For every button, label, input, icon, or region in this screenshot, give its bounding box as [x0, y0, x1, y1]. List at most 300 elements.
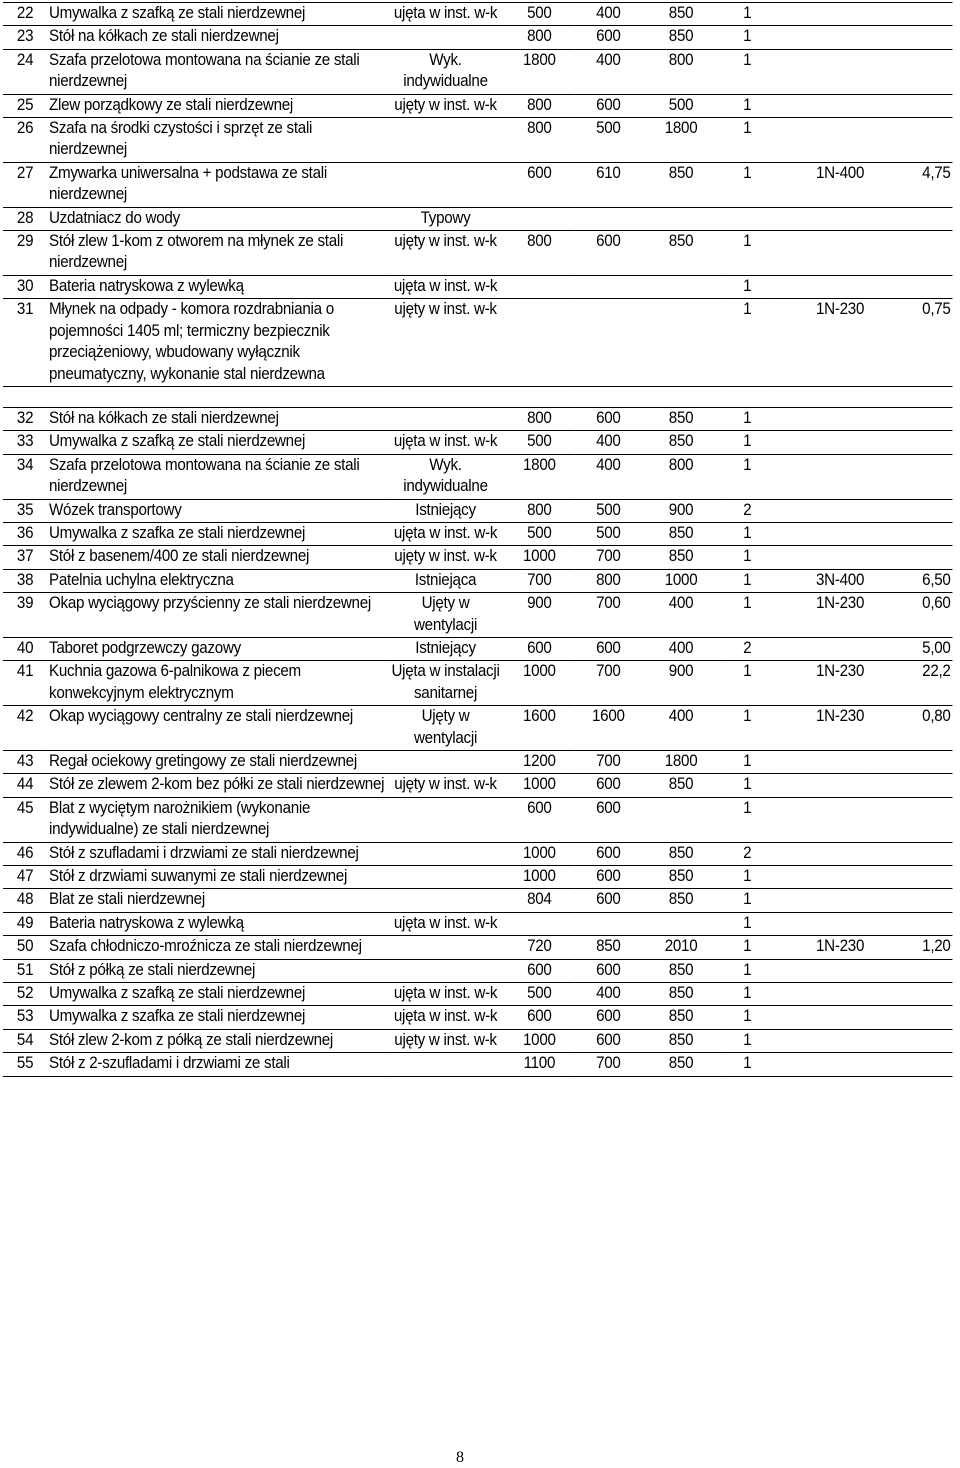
table-row [3, 774, 952, 797]
table-row [3, 593, 952, 638]
item-height [641, 275, 720, 298]
item-name: Taboret podgrzewczy gazowy [47, 637, 387, 660]
item-installation: ujęta w inst. w-k [388, 1006, 504, 1029]
table-row [3, 842, 952, 865]
item-power-supply [774, 959, 866, 982]
item-height: 400 [641, 593, 720, 638]
item-installation: ujęty w inst. w-k [388, 774, 504, 797]
item-width: 1200 [503, 751, 575, 774]
item-width: 804 [503, 889, 575, 912]
item-power-supply [774, 751, 866, 774]
item-installation: ujęty w inst. w-k [388, 299, 504, 387]
item-power-kw [866, 797, 952, 842]
item-width: 1000 [503, 866, 575, 889]
item-name: Okap wyciągowy przyścienny ze stali nierdzewnej [47, 593, 387, 638]
item-name: Umywalka z szafką ze stali nierdzewnej [47, 3, 387, 26]
item-installation [388, 751, 504, 774]
item-name: Szafa przelotowa montowana na ścianie ze stali nierdzewnej [47, 49, 387, 94]
item-height: 850 [641, 3, 720, 26]
item-installation [388, 1053, 504, 1076]
item-installation: ujęty w inst. w-k [388, 231, 504, 276]
item-number: 26 [3, 118, 47, 163]
item-height: 850 [641, 1006, 720, 1029]
item-width: 700 [503, 569, 575, 592]
item-number: 33 [3, 431, 47, 454]
item-installation [388, 866, 504, 889]
item-power-supply: 1N-400 [774, 162, 866, 207]
item-height: 850 [641, 231, 720, 276]
item-depth: 600 [575, 94, 641, 117]
item-width: 600 [503, 162, 575, 207]
item-height [641, 912, 720, 935]
item-name: Umywalka z szafka ze stali nierdzewnej [47, 1006, 387, 1029]
item-number: 25 [3, 94, 47, 117]
item-installation: ujęta w inst. w-k [388, 3, 504, 26]
table-row [3, 797, 952, 842]
table-row [3, 1006, 952, 1029]
item-quantity: 1 [721, 546, 774, 569]
item-power-kw: 22,2 [866, 661, 952, 706]
item-name: Umywalka z szafka ze stali nierdzewnej [47, 522, 387, 545]
item-width [503, 207, 575, 230]
item-installation: ujęty w inst. w-k [388, 1029, 504, 1052]
item-power-supply [774, 797, 866, 842]
item-depth: 600 [575, 959, 641, 982]
item-width: 1000 [503, 842, 575, 865]
item-height: 800 [641, 49, 720, 94]
item-number: 32 [3, 407, 47, 430]
item-installation: ujęty w inst. w-k [388, 546, 504, 569]
item-height: 850 [641, 1053, 720, 1076]
section-gap [3, 386, 952, 407]
item-power-supply [774, 546, 866, 569]
item-depth [575, 207, 641, 230]
item-name: Okap wyciągowy centralny ze stali nierdzewnej [47, 706, 387, 751]
item-height: 850 [641, 407, 720, 430]
item-width: 800 [503, 94, 575, 117]
item-height: 850 [641, 774, 720, 797]
item-width: 800 [503, 231, 575, 276]
item-quantity: 1 [721, 593, 774, 638]
item-quantity: 1 [721, 275, 774, 298]
item-number: 43 [3, 751, 47, 774]
item-installation [388, 842, 504, 865]
item-number: 23 [3, 26, 47, 49]
item-depth: 400 [575, 431, 641, 454]
item-name: Wózek transportowy [47, 499, 387, 522]
item-power-kw: 5,00 [866, 637, 952, 660]
item-name: Zlew porządkowy ze stali nierdzewnej [47, 94, 387, 117]
item-power-kw [866, 49, 952, 94]
item-depth: 400 [575, 983, 641, 1006]
item-name: Umywalka z szafką ze stali nierdzewnej [47, 983, 387, 1006]
item-number: 50 [3, 936, 47, 959]
item-width: 1000 [503, 774, 575, 797]
item-quantity: 1 [721, 751, 774, 774]
table-row [3, 275, 952, 298]
item-height: 1000 [641, 569, 720, 592]
item-width: 600 [503, 797, 575, 842]
item-height: 400 [641, 706, 720, 751]
item-height: 900 [641, 499, 720, 522]
item-power-kw: 1,20 [866, 936, 952, 959]
table-section-items-22-31 [3, 3, 952, 387]
item-number: 55 [3, 1053, 47, 1076]
item-name: Stół na kółkach ze stali nierdzewnej [47, 26, 387, 49]
table-row [3, 936, 952, 959]
item-width: 800 [503, 118, 575, 163]
item-width: 1000 [503, 661, 575, 706]
table-row [3, 546, 952, 569]
item-name: Stół z drzwiami suwanymi ze stali nierdzewnej [47, 866, 387, 889]
table-row [3, 912, 952, 935]
item-height: 900 [641, 661, 720, 706]
item-height: 850 [641, 26, 720, 49]
item-number: 27 [3, 162, 47, 207]
table-row [3, 889, 952, 912]
item-quantity: 2 [721, 637, 774, 660]
item-power-kw: 0,80 [866, 706, 952, 751]
item-power-kw [866, 118, 952, 163]
item-width: 500 [503, 983, 575, 1006]
item-name: Stół z szufladami i drzwiami ze stali nierdzewnej [47, 842, 387, 865]
item-height: 850 [641, 1029, 720, 1052]
item-quantity: 1 [721, 1006, 774, 1029]
table-row [3, 431, 952, 454]
item-installation [388, 118, 504, 163]
item-height: 850 [641, 889, 720, 912]
equipment-sheet [3, 2, 953, 1077]
item-quantity: 1 [721, 1029, 774, 1052]
item-height: 1800 [641, 751, 720, 774]
item-power-kw [866, 983, 952, 1006]
item-depth: 610 [575, 162, 641, 207]
item-power-supply [774, 499, 866, 522]
item-quantity: 1 [721, 912, 774, 935]
item-depth: 600 [575, 1006, 641, 1029]
item-quantity: 1 [721, 94, 774, 117]
item-name: Uzdatniacz do wody [47, 207, 387, 230]
item-installation: ujęta w inst. w-k [388, 912, 504, 935]
item-number: 34 [3, 454, 47, 499]
item-width: 1800 [503, 49, 575, 94]
item-width: 500 [503, 522, 575, 545]
item-name: Szafa przelotowa montowana na ścianie ze stali nierdzewnej [47, 454, 387, 499]
item-power-supply [774, 522, 866, 545]
table-row [3, 162, 952, 207]
item-width: 720 [503, 936, 575, 959]
item-depth: 600 [575, 866, 641, 889]
item-power-supply [774, 1053, 866, 1076]
item-depth: 700 [575, 1053, 641, 1076]
item-number: 39 [3, 593, 47, 638]
item-depth: 600 [575, 774, 641, 797]
item-number: 49 [3, 912, 47, 935]
item-width: 1600 [503, 706, 575, 751]
item-number: 51 [3, 959, 47, 982]
item-depth [575, 912, 641, 935]
item-height: 500 [641, 94, 720, 117]
item-power-supply [774, 774, 866, 797]
item-depth: 500 [575, 522, 641, 545]
item-power-supply [774, 207, 866, 230]
item-name: Stół zlew 2-kom z półką ze stali nierdzewnej [47, 1029, 387, 1052]
item-installation: ujęta w inst. w-k [388, 431, 504, 454]
item-power-supply [774, 275, 866, 298]
item-number: 37 [3, 546, 47, 569]
item-quantity: 1 [721, 431, 774, 454]
item-name: Stół z półką ze stali nierdzewnej [47, 959, 387, 982]
item-installation: Istniejąca [388, 569, 504, 592]
item-installation: ujęta w inst. w-k [388, 983, 504, 1006]
item-power-kw [866, 546, 952, 569]
item-width [503, 912, 575, 935]
table-row [3, 26, 952, 49]
table-row [3, 231, 952, 276]
item-name: Zmywarka uniwersalna + podstawa ze stali nierdzewnej [47, 162, 387, 207]
item-quantity: 1 [721, 983, 774, 1006]
item-depth: 850 [575, 936, 641, 959]
item-depth: 800 [575, 569, 641, 592]
item-quantity: 1 [721, 959, 774, 982]
item-power-kw [866, 889, 952, 912]
item-quantity: 2 [721, 842, 774, 865]
item-power-kw [866, 866, 952, 889]
item-installation: Istniejący [388, 499, 504, 522]
item-width: 1000 [503, 1029, 575, 1052]
item-number: 41 [3, 661, 47, 706]
item-height: 850 [641, 431, 720, 454]
item-installation: Ujęty w wentylacji [388, 593, 504, 638]
item-quantity: 1 [721, 774, 774, 797]
table-row [3, 499, 952, 522]
table-row [3, 706, 952, 751]
item-power-supply [774, 407, 866, 430]
item-quantity: 2 [721, 499, 774, 522]
item-installation: Ujęta w instalacji sanitarnej [388, 661, 504, 706]
item-width: 600 [503, 959, 575, 982]
item-depth: 500 [575, 118, 641, 163]
table-row [3, 637, 952, 660]
page-number: 8 [456, 1449, 464, 1466]
item-name: Umywalka z szafką ze stali nierdzewnej [47, 431, 387, 454]
item-installation [388, 26, 504, 49]
item-depth [575, 299, 641, 387]
item-depth: 600 [575, 889, 641, 912]
item-height: 850 [641, 983, 720, 1006]
item-depth: 600 [575, 1029, 641, 1052]
item-installation: Typowy [388, 207, 504, 230]
item-width: 500 [503, 431, 575, 454]
item-name: Szafa na środki czystości i sprzęt ze stali nierdzewnej [47, 118, 387, 163]
item-name: Bateria natryskowa z wylewką [47, 912, 387, 935]
item-quantity: 1 [721, 522, 774, 545]
item-name: Bateria natryskowa z wylewką [47, 275, 387, 298]
item-name: Patelnia uchylna elektryczna [47, 569, 387, 592]
table-row [3, 661, 952, 706]
item-quantity: 1 [721, 118, 774, 163]
item-name: Blat ze stali nierdzewnej [47, 889, 387, 912]
item-quantity: 1 [721, 299, 774, 387]
table-row [3, 983, 952, 1006]
item-installation [388, 959, 504, 982]
item-power-kw [866, 1029, 952, 1052]
item-power-kw [866, 751, 952, 774]
item-number: 35 [3, 499, 47, 522]
item-installation [388, 797, 504, 842]
item-power-kw: 0,75 [866, 299, 952, 387]
item-installation: Istniejący [388, 637, 504, 660]
item-installation: ujęty w inst. w-k [388, 94, 504, 117]
item-power-kw: 6,50 [866, 569, 952, 592]
table-row [3, 299, 952, 387]
item-power-supply [774, 118, 866, 163]
item-number: 52 [3, 983, 47, 1006]
item-power-supply [774, 1029, 866, 1052]
item-power-kw [866, 454, 952, 499]
item-power-kw [866, 774, 952, 797]
item-depth: 400 [575, 49, 641, 94]
item-height: 850 [641, 842, 720, 865]
item-power-supply: 1N-230 [774, 299, 866, 387]
table-row [3, 959, 952, 982]
item-quantity [721, 207, 774, 230]
item-power-supply [774, 3, 866, 26]
item-quantity: 1 [721, 936, 774, 959]
item-power-kw [866, 207, 952, 230]
item-depth: 500 [575, 499, 641, 522]
table-row [3, 569, 952, 592]
item-number: 45 [3, 797, 47, 842]
item-height: 800 [641, 454, 720, 499]
item-number: 46 [3, 842, 47, 865]
item-name: Regał ociekowy gretingowy ze stali nierdzewnej [47, 751, 387, 774]
item-number: 54 [3, 1029, 47, 1052]
item-power-kw [866, 275, 952, 298]
item-power-supply [774, 431, 866, 454]
table-row [3, 3, 952, 26]
item-height: 400 [641, 637, 720, 660]
item-number: 29 [3, 231, 47, 276]
item-number: 28 [3, 207, 47, 230]
item-quantity: 1 [721, 454, 774, 499]
item-depth: 600 [575, 407, 641, 430]
item-power-supply [774, 454, 866, 499]
item-quantity: 1 [721, 706, 774, 751]
item-name: Stół zlew 1-kom z otworem na młynek ze stali nierdzewnej [47, 231, 387, 276]
item-height: 850 [641, 522, 720, 545]
item-power-supply [774, 889, 866, 912]
table-row [3, 454, 952, 499]
item-power-kw [866, 431, 952, 454]
item-name: Stół na kółkach ze stali nierdzewnej [47, 407, 387, 430]
item-power-supply [774, 231, 866, 276]
item-depth: 700 [575, 593, 641, 638]
item-quantity: 1 [721, 407, 774, 430]
item-power-kw [866, 231, 952, 276]
item-depth: 1600 [575, 706, 641, 751]
item-power-supply: 1N-230 [774, 661, 866, 706]
item-quantity: 1 [721, 866, 774, 889]
item-width [503, 299, 575, 387]
item-power-supply [774, 26, 866, 49]
item-power-kw [866, 1053, 952, 1076]
item-depth: 400 [575, 3, 641, 26]
item-name: Stół z basenem/400 ze stali nierdzewnej [47, 546, 387, 569]
item-width: 500 [503, 3, 575, 26]
item-quantity: 1 [721, 661, 774, 706]
item-quantity: 1 [721, 26, 774, 49]
item-quantity: 1 [721, 797, 774, 842]
item-width: 1000 [503, 546, 575, 569]
item-quantity: 1 [721, 162, 774, 207]
item-power-kw [866, 407, 952, 430]
item-power-kw [866, 94, 952, 117]
item-number: 22 [3, 3, 47, 26]
equipment-table [3, 2, 952, 1077]
table-row [3, 207, 952, 230]
item-name: Stół ze zlewem 2-kom bez półki ze stali nierdzewnej [47, 774, 387, 797]
item-power-kw: 4,75 [866, 162, 952, 207]
item-name: Szafa chłodniczo-mroźnicza ze stali nierdzewnej [47, 936, 387, 959]
item-number: 38 [3, 569, 47, 592]
item-power-kw [866, 912, 952, 935]
item-height [641, 207, 720, 230]
table-row [3, 751, 952, 774]
item-installation: ujęta w inst. w-k [388, 275, 504, 298]
item-width: 800 [503, 26, 575, 49]
item-quantity: 1 [721, 231, 774, 276]
item-power-supply: 1N-230 [774, 706, 866, 751]
item-number: 53 [3, 1006, 47, 1029]
item-depth: 600 [575, 637, 641, 660]
item-power-supply: 1N-230 [774, 593, 866, 638]
table-row [3, 94, 952, 117]
item-depth: 700 [575, 661, 641, 706]
item-height [641, 797, 720, 842]
item-width: 800 [503, 407, 575, 430]
item-power-kw: 0,60 [866, 593, 952, 638]
item-power-supply [774, 637, 866, 660]
item-width [503, 275, 575, 298]
table-section-items-32-55 [3, 407, 952, 1076]
item-width: 600 [503, 1006, 575, 1029]
item-height: 2010 [641, 936, 720, 959]
item-installation [388, 162, 504, 207]
item-quantity: 1 [721, 3, 774, 26]
item-number: 31 [3, 299, 47, 387]
item-depth: 700 [575, 546, 641, 569]
item-installation: Wyk. indywidualne [388, 49, 504, 94]
item-depth: 400 [575, 454, 641, 499]
item-quantity: 1 [721, 49, 774, 94]
item-power-supply [774, 983, 866, 1006]
item-power-supply [774, 94, 866, 117]
item-number: 24 [3, 49, 47, 94]
item-name: Młynek na odpady - komora rozdrabniania o pojemności 1405 ml; termiczny bezpiecznik przeciążeniowy, wbudowany wyłącznik pneumatyczny, wykonanie stal nierdzewna [47, 299, 387, 387]
item-height: 850 [641, 959, 720, 982]
item-name: Stół z 2-szufladami i drzwiami ze stali [47, 1053, 387, 1076]
item-installation: ujęta w inst. w-k [388, 522, 504, 545]
table-row [3, 407, 952, 430]
item-number: 42 [3, 706, 47, 751]
table-row [3, 866, 952, 889]
item-power-supply [774, 866, 866, 889]
item-power-supply [774, 912, 866, 935]
table-row [3, 1053, 952, 1076]
item-quantity: 1 [721, 889, 774, 912]
item-number: 36 [3, 522, 47, 545]
